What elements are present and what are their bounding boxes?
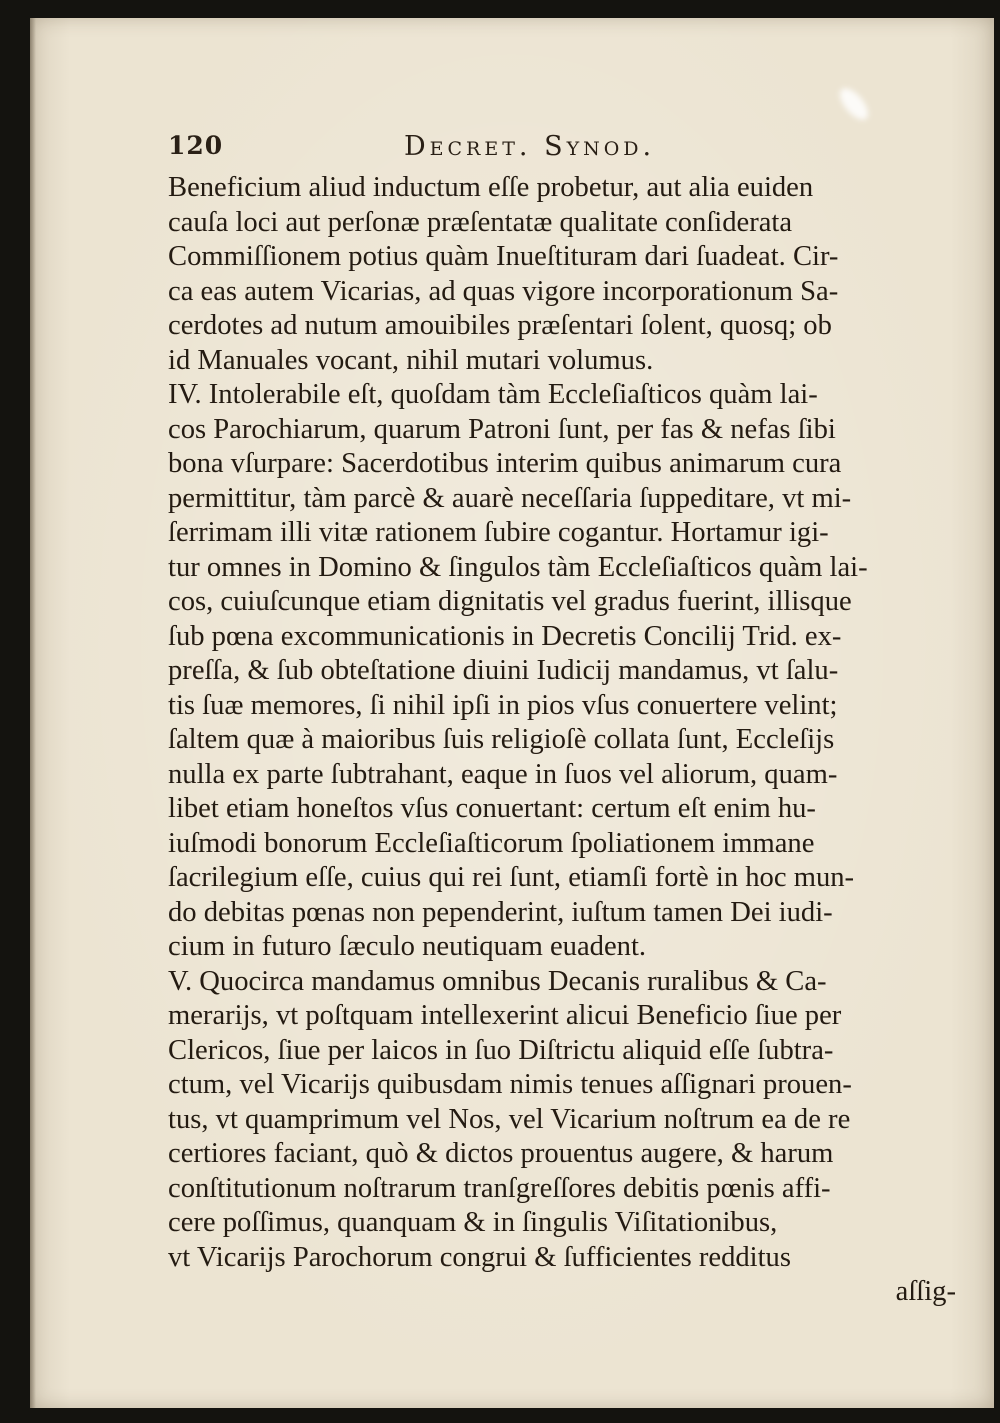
text-line: ſaltem quæ à maioribus ſuis religioſè collata ſunt, Eccleſijs	[168, 724, 835, 755]
text-line: conſtitutionum noſtrarum tranſgreſſores debitis pœnis affi-	[168, 1172, 831, 1204]
text-line: Clericos, ſiue per laicos in ſuo Diſtrictu aliquid eſſe ſubtra-	[168, 1034, 834, 1066]
text-line: ctum, vel Vicarijs quibusdam nimis tenues aſſignari prouen-	[168, 1069, 852, 1100]
text-line: merarijs, vt poſtquam intellexerint alicui Beneficio ſiue per	[168, 1000, 842, 1031]
body-text	[168, 171, 968, 1310]
text-line: libet etiam honeſtos vſus conuertant: certum eſt enim hu-	[168, 793, 816, 824]
text-line: cerdotes ad nutum amouibiles præſentari ſolent, quosq; ob	[168, 310, 832, 341]
catchword: aſſig-	[895, 1276, 956, 1307]
text-line: ſerrimam illi vitæ rationem ſubire cogantur. Hortamur igi-	[168, 517, 829, 548]
text-line: bona vſurpare: Sacerdotibus interim quibus animarum cura	[168, 448, 842, 479]
text-line: tur omnes in Domino & ſingulos tàm Eccleſiaſticos quàm lai-	[168, 551, 868, 583]
page-edge-shadow	[30, 18, 36, 1408]
text-line: do debitas pœnas non pependerint, iuſtum tamen Dei iudi-	[168, 896, 833, 928]
running-head: Decret. Synod.	[404, 131, 656, 162]
text-line: nulla ex parte ſubtrahant, eaque in ſuos vel aliorum, quam-	[168, 758, 838, 790]
text-line: vt Vicarijs Parochorum congrui & ſufficientes redditus	[168, 1241, 791, 1273]
text-line: tis ſuæ memores, ſi nihil ipſi in pios vſus conuertere velint;	[168, 689, 838, 721]
text-line: iuſmodi bonorum Eccleſiaſticorum ſpoliationem immane	[168, 827, 815, 859]
text-line: cos, cuiuſcunque etiam dignitatis vel gradus fuerint, illisque	[168, 586, 852, 617]
text-line: cere poſſimus, quanquam & in ſingulis Viſitationibus,	[168, 1207, 778, 1238]
text-line: cos Parochiarum, quarum Patroni ſunt, per fas & nefas ſibi	[168, 413, 836, 445]
text-line: ca eas autem Vicarias, ad quas vigore incorporationum Sa-	[168, 275, 839, 307]
text-line: preſſa, & ſub obteſtatione diuini Iudicij mandamus, vt ſalu-	[168, 655, 839, 686]
text-line: cium in futuro ſæculo neutiquam euadent.	[168, 931, 647, 962]
text-line: permittitur, tàm parcè & auarè neceſſaria ſuppeditare, vt mi-	[168, 482, 852, 514]
text-line: tus, vt quamprimum vel Nos, vel Vicarium noſtrum ea de re	[168, 1103, 851, 1135]
text-line: cauſa loci aut perſonæ præſentatæ qualitate conſiderata	[168, 206, 793, 238]
text-line: Beneficium aliud inductum eſſe probetur, aut alia euiden	[168, 172, 814, 203]
text-line: id Manuales vocant, nihil mutari volumus.	[168, 344, 654, 376]
text-line: V. Quocirca mandamus omnibus Decanis ruralibus & Ca-	[168, 965, 827, 997]
text-line: Commiſſionem potius quàm Inueſtituram dari ſuadeat. Cir-	[168, 241, 839, 272]
text-line: ſub pœna excommunicationis in Decretis Concilij Trid. ex-	[168, 620, 842, 652]
text-line: IV. Intolerabile eſt, quoſdam tàm Eccleſiaſticos quàm lai-	[168, 379, 818, 410]
text-line: ſacrilegium eſſe, cuius qui rei ſunt, etiamſi fortè in hoc mun-	[168, 862, 855, 893]
text-line: certiores faciant, quò & dictos prouentus augere, & harum	[168, 1138, 834, 1169]
page-header	[168, 131, 768, 171]
page-number: 120	[168, 131, 224, 160]
